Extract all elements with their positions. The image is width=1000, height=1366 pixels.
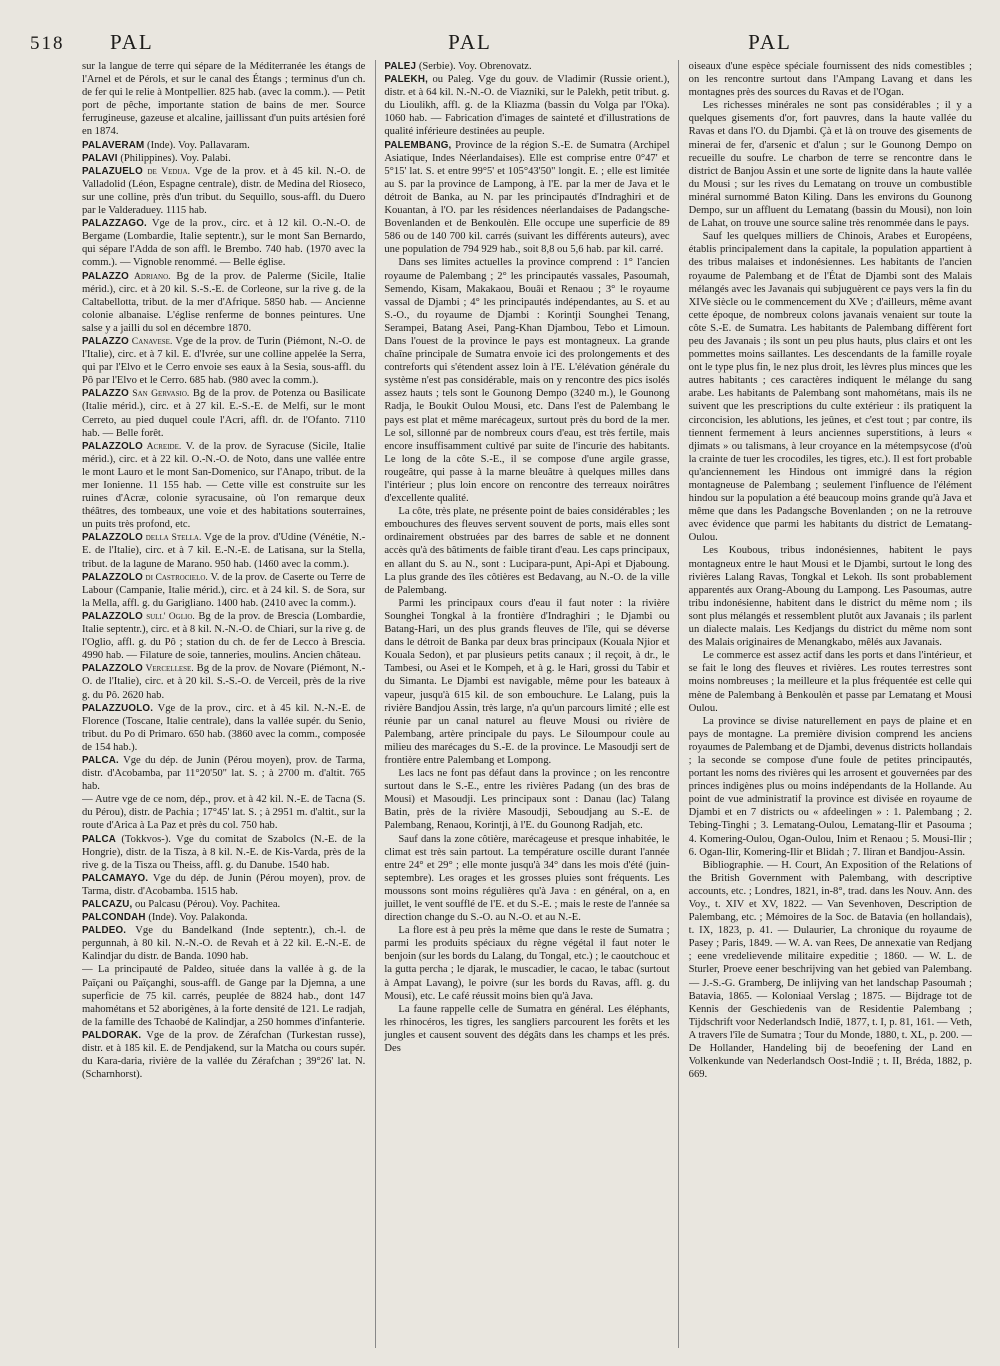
entry-text: Bg de la prov. de Palerme (Sicile, Italie mérid.), circ. et à 20 kil. S.-S.-E. de Corleone, sur la rive g. de la Caltabellotta, tribut. de la mer d'Afrique. 5850 hab. — Ancienne colonie albanaise. L'église renferme de bonnes peintures. Une salse y a jailli du sol en décembre 1870. bbox=[82, 270, 366, 334]
entry-subheading: della Stella. bbox=[142, 532, 202, 544]
entry-subheading: Vercellese. bbox=[142, 663, 194, 675]
entry-text: Le commerce est assez actif dans les ports et dans l'intérieur, et se fait le long des fleuves et rivières. Les routes terrestres sont moins nombreuses ; la meilleure et la plus fréquentée est celle qui mène de Palembang à Benkoulèn et passe par Lematang et Mousi Oulou. bbox=[688, 650, 972, 714]
dictionary-entry bbox=[384, 73, 669, 138]
entry-text: Province de la région S.-E. de Sumatra (Archipel Asiatique, Indes Néerlandaises). Elle est comprise entre 0°47' et 5°15' lat. S. et entre 99°5' et 105°43'50" longit. E. ; elle est limitée au S. par la province de Lampong, à l'E. par la mer de Java et le détroit de Banka, au N. par les principautés d'Indraghiri et de Kouantan, à l'O. par les résidences néerlandaises de Padangsche-Bovenlanden et de Benkoulèn. Elle occupe une superficie de 89 586 ou de 140 700 kil. carrés (suivant les différents auteurs), avec une population de 794 929 hab., soit 8,8 ou 5,6 hab. par kil. carré. bbox=[384, 139, 670, 256]
entry-text: Vge du dép. de Junin (Pérou moyen), prov. de Tarma, distr. d'Acobamba. 1515 hab. bbox=[82, 872, 366, 897]
entry-paragraph bbox=[689, 715, 972, 859]
entry-headword: PALDORAK. bbox=[82, 1029, 142, 1041]
dictionary-entry bbox=[82, 531, 365, 570]
entry-subheading: de Vedija. bbox=[142, 165, 190, 177]
entry-text: Bibliographie. — H. Court, An Exposition of the Relations of the British Government with Palembang, with descriptive accounts, etc. ; Londres, 1821, in-8°, trad. dans les Nouv. Ann. des Voy., t. XIV et XV, 1822. — Van Sevenhoven, Description de Palembang, etc. ; Mémoires de la Soc. de Batavia (en hollandais), t. IX, 1823, p. 41. — Dulaurier, La chronique du royaume de Pasey ; Paris, 1849. — W. A. van Rees, De annexatie van Redjang ; eene vredelievende militaire expeditie ; 1860. — W. L. de Sturler, Proeve eener beschrijving van het gebied van Palembang. — J.-S.-G. Gramberg, De inlijving van het landschap Pasoumah ; Batavia, 1865. — Koloniaal Verslag ; 1875. — Bijdrage tot de Kennis der Geschiedenis van de Residentie Palembang ; Tijdschrift voor Nederlandsch Indië, 1877, t. I, p. 81, 161. — Veth, A travers l'île de Sumatra ; Tour du Monde, 1880, t. XL, p. 200. — De Hollander, Handeling bij de beoefening der Land en Volkenkunde van Nederlandsch Oost-Indië ; t. II, Bréda, 1882, p. 669. bbox=[688, 859, 972, 1081]
entry-paragraph bbox=[384, 767, 669, 832]
entry-headword: PALEKH, bbox=[384, 74, 429, 86]
entry-headword: PALAZZO bbox=[82, 388, 129, 400]
entry-text: sur la langue de terre qui sépare de la Méditerranée les étangs de l'Arnel et de Pérols, et sur le canal des Étangs ; terminus d'un ch. de fer qui le relie à Montpellier. 825 hab. (avec la comm.). — Petit port de pêche, importante station de bains de mer. Source ferrugineuse, gazeuse et alcaline, jaillissant d'un puits artésien foré en 1874. bbox=[82, 61, 366, 138]
entry-text: La province se divise naturellement en pays de plaine et en pays de montagne. La première division comprend les anciens royaumes de Palembang et de Djambi, devenus districts hollandais ; la seconde se compose d'une foule de petites principautés, portant les noms des rivières qui les arrosent et gouvernées par des princes indigènes plus ou moins indépendants de la Hollande. Au point de vue administratif la province est divisée en royaume de Djambi et en 7 districts ou « afdeelingen » : 1. Palembang ; 2. Tebing-Tinghi ; 3. Lematang-Oulou, Lematang-Ilir et Pasouma ; 4. Komering-Oulou, Ogan-Oulou, Inim et Renaou ; 5. Mousi-Ilir ; 6. Ogan-Ilir, Komering-Ilir et Blidah ; 7. Iliran et Bandjou-Assin. bbox=[688, 715, 972, 858]
entry-headword: PALAVERAM bbox=[82, 139, 145, 151]
entry-text: ou Paleg. Vge du gouv. de Vladimir (Russie orient.), distr. et à 64 kil. N.-N.-O. de Viazniki, sur le Palekh, petit tribut. g. du Lioulikh, affl. g. de la Kliazma (bassin du Volga par l'Oka). 1060 hab. — Fabrication d'images de sainteté et d'illustrations de qualité inférieure destinées au peuple. bbox=[384, 74, 670, 138]
entry-headword: PALCA. bbox=[82, 754, 119, 766]
entry-paragraph bbox=[82, 60, 365, 139]
entry-text: Vge de la prov. de Zérafchan (Turkestan russe), distr. et à 185 kil. E. de Pendjakend, sur la Matcha ou cours supér. du Kara-daria, rivière de la vallée du Zérafchan ; 39°26' lat. N. (Scharnhorst). bbox=[82, 1029, 366, 1081]
entry-subheading: San Gervasio. bbox=[128, 388, 190, 400]
entry-text: Sauf dans la zone côtière, marécageuse et presque inhabitée, le climat est très sain partout. La température oscille durant l'année entre 24° et 29° ; elle monte jusqu'à 34° dans les mois d'été (juin-septembre). Les orages et les grosses pluies sont fréquents. Les moussons sont moins régulières qu'à Java : en général, on a, en juillet, le vent soufflé de l'E. et du S.-E. ; mais le reste de l'année sa direction change du S.-O. au N.-O. et au N.-E. bbox=[384, 833, 670, 924]
entry-text: V. de la prov. de Caserte ou Terre de Labour (Campanie, Italie mérid.), circ. et à 24 kil. S. de Sora, sur la Mella, affl. g. du Garigliano. 1400 hab. (2410 avec la comm.). bbox=[82, 571, 366, 609]
text-columns bbox=[82, 60, 972, 1348]
dictionary-entry bbox=[82, 152, 365, 165]
entry-text: Les Koubous, tribus indonésiennes, habitent le pays montagneux entre le haut Mousi et le Djambi, surtout le long des rivières Lalang Ravas, Tongkal et Lekoh. Ils sont probablement apparentés aux Orang-Aboung du Lampong. Les Pasoumas, autre tribu indonésienne, habitent dans le district du même nom ; ils sont plus mélangés et ressemblent plutôt aux Javanais ; ils parlent un dialecte malais. Les Kedjangs du district du même nom sont des Malais originaires de Menangkabo, mêlés aux Javanais. bbox=[688, 545, 972, 649]
dictionary-entry bbox=[82, 139, 365, 152]
entry-paragraph bbox=[689, 60, 972, 99]
dictionary-entry bbox=[384, 139, 669, 257]
entry-paragraph bbox=[689, 544, 972, 649]
running-head-right: PAL bbox=[748, 30, 792, 54]
running-head-center: PAL bbox=[448, 30, 492, 54]
entry-paragraph bbox=[689, 859, 972, 1082]
column-3 bbox=[689, 60, 972, 1348]
entry-headword: PALAZZOLO bbox=[82, 610, 143, 622]
entry-headword: PALAVI bbox=[82, 152, 118, 164]
dictionary-entry bbox=[82, 610, 365, 662]
entry-headword: PALAZZUOLO. bbox=[82, 702, 154, 714]
entry-headword: PALEJ bbox=[384, 61, 417, 72]
entry-paragraph bbox=[384, 597, 669, 767]
entry-paragraph bbox=[689, 649, 972, 714]
entry-text: Sauf les quelques milliers de Chinois, Arabes et Européens, établis principalement dans la capitale, la population appartient à des tribus malaises et indonésiennes. Les habitants de l'ancien royaume de Palembang et de l'État de Djambi sont des Malais mélangés avec les Javanais qui subjuguèrent ce pays vers la fin du XIVe siècle ou le commencement du XVe ; d'ailleurs, même avant cette époque, de nombreux colons javanais venaient sur toute la côte S.-E. de Sumatra. Les habitants de Palembang diffèrent fort peu des Javanais ; ils sont un peu plus hauts, plus clairs et ont les pommettes moins saillantes. Les descendants de la famille royale ont le type plus fin, le nez plus droit, les lèvres plus minces que les autres habitants ; ces caractères indiquent le mélange du sang arabe. Les habitants de Palembang sont mahométans, mais ils ne suivent que les prescriptions du culte extérieur : ils pratiquent la circoncision, les ablutions, les jeûnes, et c'est tout ; par contre, ils tiennent fermement à leurs anciennes superstitions, à leurs « djimats » ou talismans, à leur croyance en la métempsycose (d'où la crainte de tuer les crocodiles, les tigres, etc.). Il est fort probable qu'anciennement les Hindous ont immigré dans la région montagneuse de Palembang ; seulement l'influence de l'élément hindou sur la population a été beaucoup moins grande qu'à Java et même que dans les Padangsche Bovenlanden ; on ne la retrouve avec évidence que parmi les habitants du district de Lematang-Oulou. bbox=[688, 231, 972, 544]
entry-headword: PALCA bbox=[82, 833, 117, 845]
entry-subheading: di Castrocielo. bbox=[142, 571, 208, 583]
entry-paragraph bbox=[384, 833, 669, 925]
entry-subheading: Acreide. bbox=[142, 440, 182, 452]
dictionary-entry bbox=[82, 335, 365, 387]
entry-headword: PALCAMAYO. bbox=[82, 872, 149, 884]
dictionary-entry bbox=[82, 898, 365, 911]
entry-text: (Inde). Voy. Pallavaram. bbox=[144, 139, 250, 151]
dictionary-entry bbox=[384, 60, 669, 73]
entry-text: Les lacs ne font pas défaut dans la province ; on les rencontre surtout dans le S.-E., entre les rivières Padang (un des bras de Mousi) et Masoudji. Les principaux sont : Danau (lac) Talang Batin, près de la rivière Masoudji, Seboudjang au S.-E. de Palembang, Renaou, Korintji, à l'E. du Gounong Radjah, etc. bbox=[384, 768, 670, 832]
entry-paragraph bbox=[384, 924, 669, 1003]
entry-text: V. de la prov. de Syracuse (Sicile, Italie mérid.), circ. et à 22 kil. O.-N.-O. de Noto, dans une vallée entre le mont Lauro et le mont San-Domenico, sur l'Anapo, tribut. de la mer Ionienne. 11 155 hab. — Cette ville est construite sur les ruines d'Acræ, colonie syracusaine, où l'on remarque deux théâtres, des tombeaux, une voie et des habitations souterraines, un puits très profond, etc. bbox=[82, 440, 366, 531]
entry-subheading: sull' Oglio. bbox=[142, 610, 195, 622]
dictionary-entry bbox=[82, 662, 365, 701]
running-head-left: PAL bbox=[110, 30, 154, 54]
dictionary-entry bbox=[82, 702, 365, 754]
entry-paragraph bbox=[384, 505, 669, 597]
entry-text: Dans ses limites actuelles la province comprend : 1° l'ancien royaume de Palembang ; 2° les principautés vassales, Pasoumah, Semendo, Kisam, Makakaou, Bouâi et Renaou ; 3° le royaume vassal de Djambi ; 4° les principautés indépendantes, au S. et au S.-O., du royaume de Djambi : Korintji Sounghei Tenang, Serampei, Batang Asei, Pang-Khan Djambou, Tebo et Limoun. Dans l'ouest de la province le pays est montagneux. La grande chaîne principale de Sumatra envoie ici des prolongements et des contreforts qui s'étendent assez loin à l'E. L'élévation générale du système n'est pas considérable, mais on y rencontre des pics isolés assez hauts ; tels sont le Gounong Dempo (3240 m.), le Gounong Radja, le Boukit Oulou Mousi, etc. Dans l'est de Palembang le pays est plat et même marécageux, surtout près du bord de la mer. Le sol, sillonné par de nombreux cours d'eau, est très fertile, mais encore insuffisamment cultivé par suite de l'incurie des habitants. Le long de la côte S.-E., il se compose d'une argile grasse, rougeâtre, qui passe à la marne bleuâtre à quelques milles dans l'intérieur ; plus loin encore on rencontre des terreaux noirâtres d'excellente qualité. bbox=[384, 257, 670, 505]
dictionary-entry bbox=[82, 387, 365, 439]
entry-text: (Philippines). Voy. Palabi. bbox=[117, 152, 231, 164]
dictionary-entry bbox=[82, 1029, 365, 1081]
entry-headword: PALAZZO bbox=[82, 335, 129, 347]
entry-headword: PALAZZOLO bbox=[82, 440, 143, 452]
dictionary-entry bbox=[82, 872, 365, 898]
entry-text: Vge du dép. de Junin (Pérou moyen), prov. de Tarma, distr. d'Acobamba, par 11°20'50" lat. S. ; à 2700 m. d'altit. 765 hab. bbox=[82, 754, 366, 793]
entry-headword: PALCAZU, bbox=[82, 899, 133, 910]
entry-paragraph bbox=[689, 230, 972, 544]
entry-paragraph bbox=[384, 1003, 669, 1055]
entry-text: Bg de la prov. de Potenza ou Basilicate (Italie mérid.), circ. et à 27 kil. E.-S.-E. de Melfi, sur le mont Cerreto, au pied duquel coule l'Acri, affl. dr. de l'Ofanto. 7110 hab. — Belle forêt. bbox=[82, 388, 366, 439]
dictionary-entry bbox=[82, 217, 365, 269]
entry-subheading: Canavese. bbox=[128, 335, 173, 347]
column-1 bbox=[82, 60, 365, 1348]
entry-text: (Tokkvos-). Vge du comitat de Szabolcs (N.-E. de la Hongrie), distr. de la Tisza, à 8 kil. N.-E. de Kis-Varda, près de la rive g. de la Tisza ou Theiss, affl. g. du Danube. 1540 hab. bbox=[82, 833, 366, 871]
entry-text: oiseaux d'une espèce spéciale fournissent des nids comestibles ; on les rencontre surtout dans l'Ampang Lavang et dans les montagnes près des sources du Ravas et de l'Ogan. bbox=[688, 61, 972, 99]
entry-paragraph bbox=[82, 793, 365, 832]
entry-paragraph bbox=[384, 256, 669, 505]
dictionary-entry bbox=[82, 924, 365, 963]
entry-headword: PALAZZOLO bbox=[82, 532, 143, 544]
entry-paragraph bbox=[82, 963, 365, 1028]
entry-text: Bg de la prov. de Novare (Piémont, N.-O. de l'Italie), circ. et à 20 kil. S.-S.-O. de Verceil, près de la rive g. du Pô. 2620 hab. bbox=[82, 663, 366, 701]
entry-headword: PALEMBANG, bbox=[384, 139, 452, 151]
dictionary-entry bbox=[82, 165, 365, 217]
entry-text: Vge de la prov. de Turin (Piémont, N.-O. de l'Italie), circ. et à 7 kil. E. d'Ivrée, sur une colline appelée la Serra, qui par l'Elvo et le Cerro envoie ses eaux à la Sesia, sous-affl. du Pô par l'Elvo et le Cerro. 685 hab. (980 avec la comm.). bbox=[82, 335, 366, 387]
entry-text: Parmi les principaux cours d'eau il faut noter : la rivière Sounghei Tongkal à la frontière d'Indraghiri ; le Djambi ou Batang-Hari, un des plus grands fleuves de l'île, qui se déverse dans le détroit de Banka par deux bras principaux (Kouala Njior et Kouala Sedon), et par plusieurs petits canaux ; il reçoit, à dr., le Tambesi, ou Asei et le Kompeh, et à g. le Hari, grossi du Tabir et du Simanta. Le Djambi est navigable, même pour les bateaux à vapeur, jusqu'à 615 kil. de son embouchure. Le Lalang, puis la rivière Bandjou Assin, très large, n'a qu'un parcours limité ; elle est réunie par un canal naturel au fleuve Mousi ou rivière de Palembang, artère principale du pays. Le Siloumpour coule au milieu des marécages du S.-E. de la province. Le Masoudji sert de frontière entre Palembang et Lompong. bbox=[384, 597, 670, 766]
entry-text: ou Palcasu (Pérou). Voy. Pachitea. bbox=[132, 899, 281, 910]
page-number: 518 bbox=[30, 33, 65, 54]
entry-paragraph bbox=[689, 99, 972, 230]
dictionary-entry bbox=[82, 911, 365, 924]
entry-headword: PALAZZO bbox=[82, 270, 129, 282]
entry-text: La faune rappelle celle de Sumatra en général. Les éléphants, les rhinocéros, les tigres, les sangliers parcourent les forêts et les jungles et causent souvent des dégâts dans les champs et les prés. Des bbox=[384, 1003, 670, 1055]
entry-headword: PALAZUELO bbox=[82, 165, 143, 177]
entry-text: La flore est à peu près la même que dans le reste de Sumatra ; parmi les produits spéciaux du règne végétal il faut noter le benjoin (sur les bords du Lalang, du Tongal, etc.) ; le caoutchouc et la gutta percha ; le djarak, le muscadier, le cacao, le tabac (surtout à Ampat Lavang), le poivre (sur les bords du Ravas, affl. g. du Mousi), etc. Le café réussit moins bien qu'à Java. bbox=[384, 925, 670, 1002]
entry-text: — La principauté de Paldeo, située dans la vallée à g. de la Païçani ou Païçanghi, sous-affl. de Gange par la Djemna, a une superficie de 75 kil. carrés, peuplée de 8824 hab., dont 147 mahométans et 52 aborigènes, à la forte densité de 121. Le radjah, de la famille des Tchaobé de Kalindjar, a 250 hommes d'infanterie. bbox=[82, 964, 366, 1028]
entry-text: Vge de la prov. et à 45 kil. N.-O. de Valladolid (Léon, Espagne centrale), distr. de Medina del Rioseco, sur une colline, près d'un tribut. du Sequillo, sous-affl. du Duero par le Valderaduey. 1115 hab. bbox=[82, 165, 366, 217]
entry-text: (Serbie). Voy. Obrenovatz. bbox=[416, 61, 532, 72]
dictionary-entry bbox=[82, 440, 365, 532]
entry-headword: PALDEO. bbox=[82, 925, 127, 937]
dictionary-entry bbox=[82, 833, 365, 872]
entry-text: (Inde). Voy. Palakonda. bbox=[145, 912, 248, 924]
running-header bbox=[30, 30, 972, 58]
entry-text: Vge de la prov., circ. et à 45 kil. N.-N.-E. de Florence (Toscane, Italie centrale), dans la vallée supér. du Senio, tribut. du Po di Primaro. 650 hab. (3860 avec la comm., composée de 154 hab.). bbox=[82, 702, 366, 753]
entry-headword: PALAZZOLO bbox=[82, 571, 143, 583]
entry-text: Vge de la prov., circ. et à 12 kil. O.-N.-O. de Bergame (Lombardie, Italie septentr.), sur le mont San Bernardo, qui sépare l'Adda de son affl. le Brembo. 740 hab. (1970 avec la comm.). — Vignoble renommé. — Belle église. bbox=[82, 218, 366, 269]
column-2 bbox=[375, 60, 678, 1348]
dictionary-entry bbox=[82, 571, 365, 610]
entry-text: — Autre vge de ce nom, dép., prov. et à 42 kil. N.-E. de Tacna (S. du Pérou), distr. de Pachia ; 17°45' lat. S. ; à 2951 m. d'altit., sur la route d'Arica à La Paz et près du col. 750 hab. bbox=[82, 794, 366, 832]
entry-text: Bg de la prov. de Brescia (Lombardie, Italie septentr.), circ. et à 8 kil. N.-N.-O. de Chiari, sur la rive g. de l'Oglio, affl. g. du Pô ; station du ch. de fer de Lecco à Brescia. 4990 hab. — Filature de soie, tanneries, moulins. Ancien château. bbox=[82, 610, 366, 662]
entry-text: La côte, très plate, ne présente point de baies considérables ; les embouchures des fleuves servent souvent de ports, mais elles sont ordinairement obstruées par des barres de sable et ne donnent accès qu'à des bâtiments de faible tirant d'eau. Les caps principaux, en allant du S. au N., sont : Lucipara-punt, Api-Api et Djaboung. La plus grande des îles côtières est Bedavang, au N.-O. de la ville de Palembang. bbox=[384, 506, 670, 596]
dictionary-entry bbox=[82, 270, 365, 335]
entry-headword: PALAZZAGO. bbox=[82, 218, 147, 230]
entry-headword: PALCONDAH bbox=[82, 912, 146, 924]
entry-text: Vge de la prov. d'Udine (Vénétie, N.-E. de l'Italie), circ. et à 7 kil. E.-N.-E. de Latisana, sur la Stella, tribut. de la lagune de Marano. 950 hab. (1460 avec la comm.). bbox=[82, 532, 366, 570]
entry-subheading: Adriano. bbox=[128, 270, 171, 282]
entry-headword: PALAZZOLO bbox=[82, 663, 143, 675]
entry-text: Vge du Bandelkand (Inde septentr.), ch.-l. de pergunnah, à 80 kil. N.-N.-O. de Revah et à 22 kil. E.-N.-E. de Kalindjar du distr. de Banda. 1090 hab. bbox=[82, 925, 366, 963]
entry-text: Les richesses minérales ne sont pas considérables ; il y a quelques gisements d'or, fort pauvres, dans la haute vallée du Ravas et dans l'O. du Djambi. Çà et là on trouve des gisements de minerai de fer, d'arsenic et d'alun ; sur le Gounong Dempo on recueille du soufre. Le charbon de terre se rencontre dans le district de Banjou Assin et une sorte de lignite dans la haute vallée du Mousi ; sur les rives du Lematang on trouve un combustible minéral surnommé Baton Kiling. Dans les environs du Gounong Dempo, sur un affluent du Lematang (bassin du Mousi), non loin de Lahat, on trouve une source saline très renommée dans le pays. bbox=[688, 100, 972, 230]
dictionary-entry bbox=[82, 754, 365, 793]
